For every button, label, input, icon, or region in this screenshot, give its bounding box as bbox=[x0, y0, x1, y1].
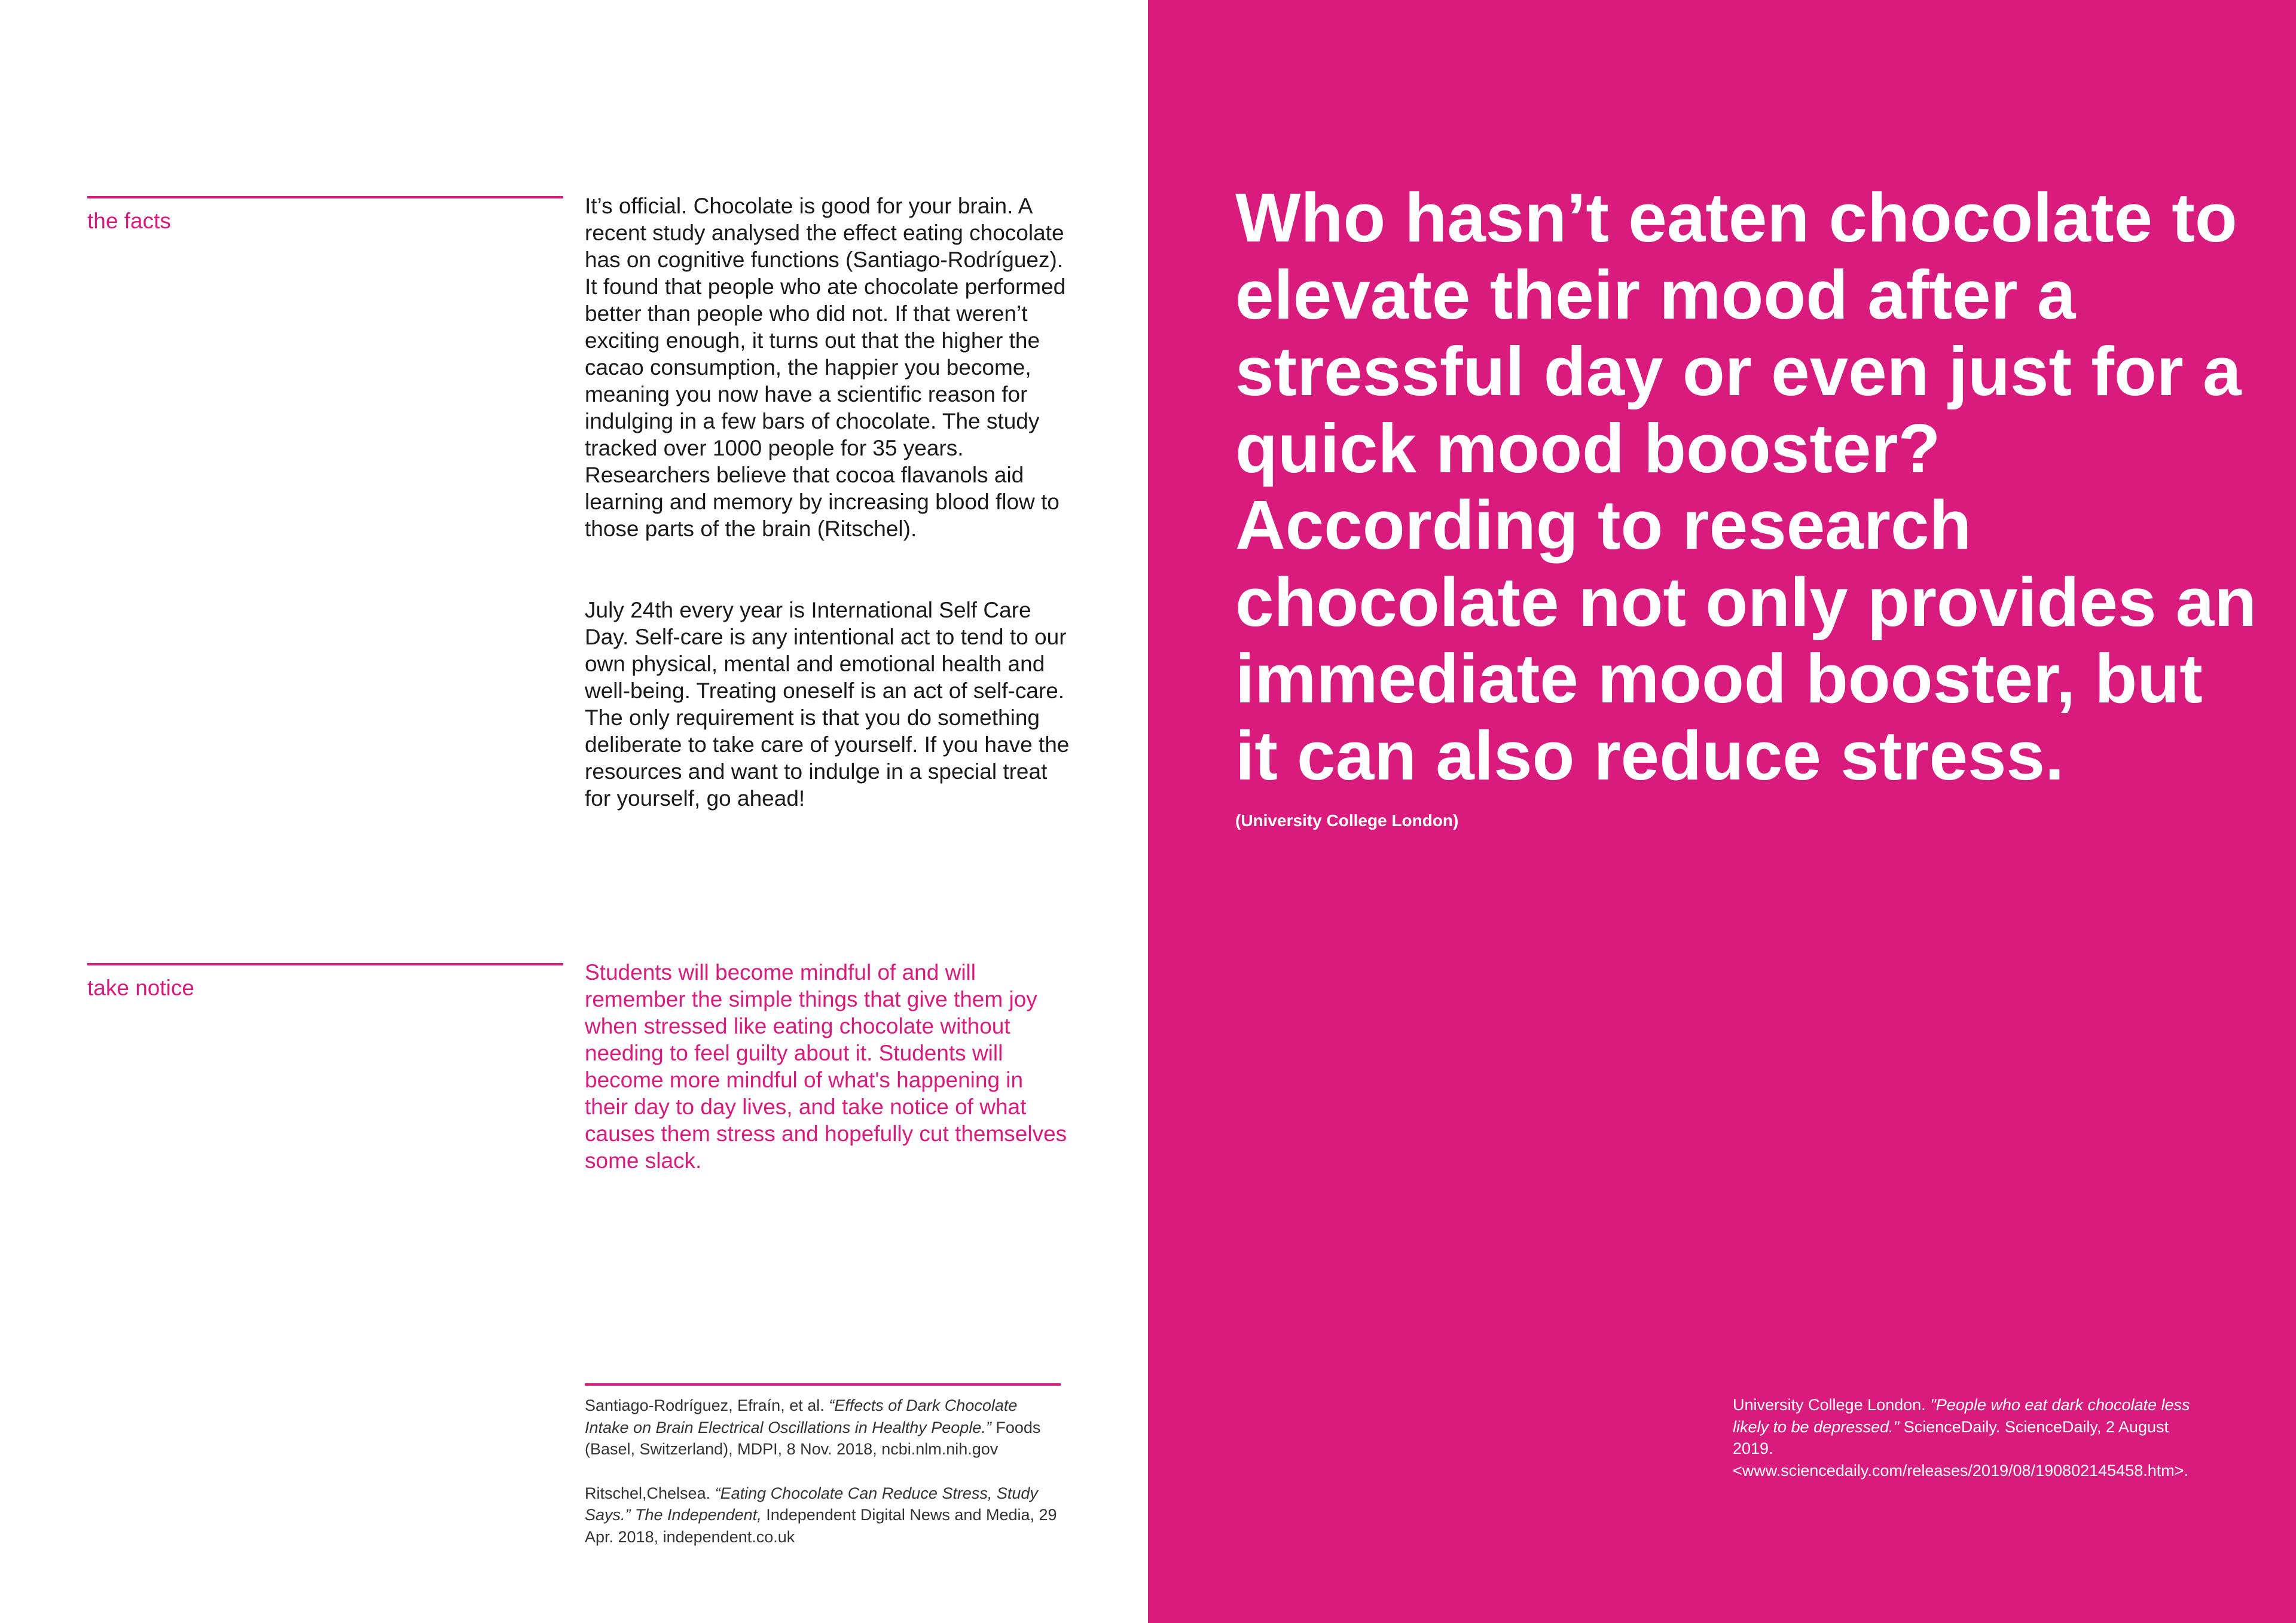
reference-ucl-authors: University College London. bbox=[1733, 1396, 1926, 1414]
references-divider bbox=[585, 1383, 1061, 1386]
facts-divider bbox=[87, 196, 563, 198]
reference-ucl bbox=[1733, 1394, 2211, 1481]
pull-quote-source: (University College London) bbox=[1235, 811, 1459, 830]
reference-santiago-details: Foods (Basel, Switzerland), MDPI, 8 Nov. 2018, ncbi.nlm.nih.gov bbox=[585, 1418, 1041, 1458]
reference-ritschel-title: “Eating Chocolate Can Reduce Stress, Study Says.” The Independent, bbox=[585, 1484, 1038, 1524]
reference-ritschel-details: Independent Digital News and Media, 29 Apr. 2018, independent.co.uk bbox=[585, 1506, 1057, 1546]
facts-label: the facts bbox=[87, 209, 171, 233]
reference-santiago-authors: Santiago-Rodríguez, Efraín, et al. bbox=[585, 1396, 825, 1414]
notice-divider bbox=[87, 963, 563, 965]
references-list bbox=[585, 1395, 1063, 1570]
reference-santiago bbox=[585, 1395, 1063, 1460]
notice-label: take notice bbox=[87, 976, 194, 1000]
facts-paragraph-2: July 24th every year is International Self Care Day. Self-care is any intentional act to tend to our own physical, mental and emotional health and well-being. Treating oneself is an act of self-care. The only requirement is that you do something deliberate to take care of yourself. If you have the resources and want to indulge in a special treat for yourself, go ahead! bbox=[585, 598, 1070, 811]
reference-ritschel bbox=[585, 1483, 1063, 1548]
reference-ritschel-authors: Ritschel,Chelsea. bbox=[585, 1484, 711, 1502]
reference-ucl-details: ScienceDaily. ScienceDaily, 2 August 2019. <www.sciencedaily.com/releases/2019/08/190802145458.htm>. bbox=[1733, 1417, 2188, 1480]
pull-quote: Who hasn’t eaten chocolate to elevate their mood after a stressful day or even just for a quick mood booster? According to research chocolate not only provides an immediate mood booster, but it can also reduce stress. bbox=[1235, 179, 2257, 794]
notice-paragraph: Students will become mindful of and will remember the simple things that give them joy when stressed like eating chocolate without needing to feel guilty about it. Students will become more mindful of what's happening in their day to day lives, and take notice of what causes them stress and hopefully cut themselves some slack. bbox=[585, 960, 1067, 1173]
reference-santiago-title: “Effects of Dark Chocolate Intake on Brain Electrical Oscillations in Healthy People.” bbox=[585, 1396, 1018, 1436]
reference-ucl-title: "People who eat dark chocolate less likely to be depressed." bbox=[1733, 1396, 2190, 1436]
facts-paragraph-1: It’s official. Chocolate is good for your brain. A recent study analysed the effect eating chocolate has on cognitive functions (Santiago-Rodríguez). It found that people who ate chocolate performed better than people who did not. If that weren’t exciting enough, it turns out that the higher the cacao consumption, the happier you become, meaning you now have a scientific reason for indulging in a few bars of chocolate. The study tracked over 1000 people for 35 years. Researchers believe that cocoa flavanols aid learning and memory by increasing blood flow to those parts of the brain (Ritschel). bbox=[585, 194, 1066, 541]
